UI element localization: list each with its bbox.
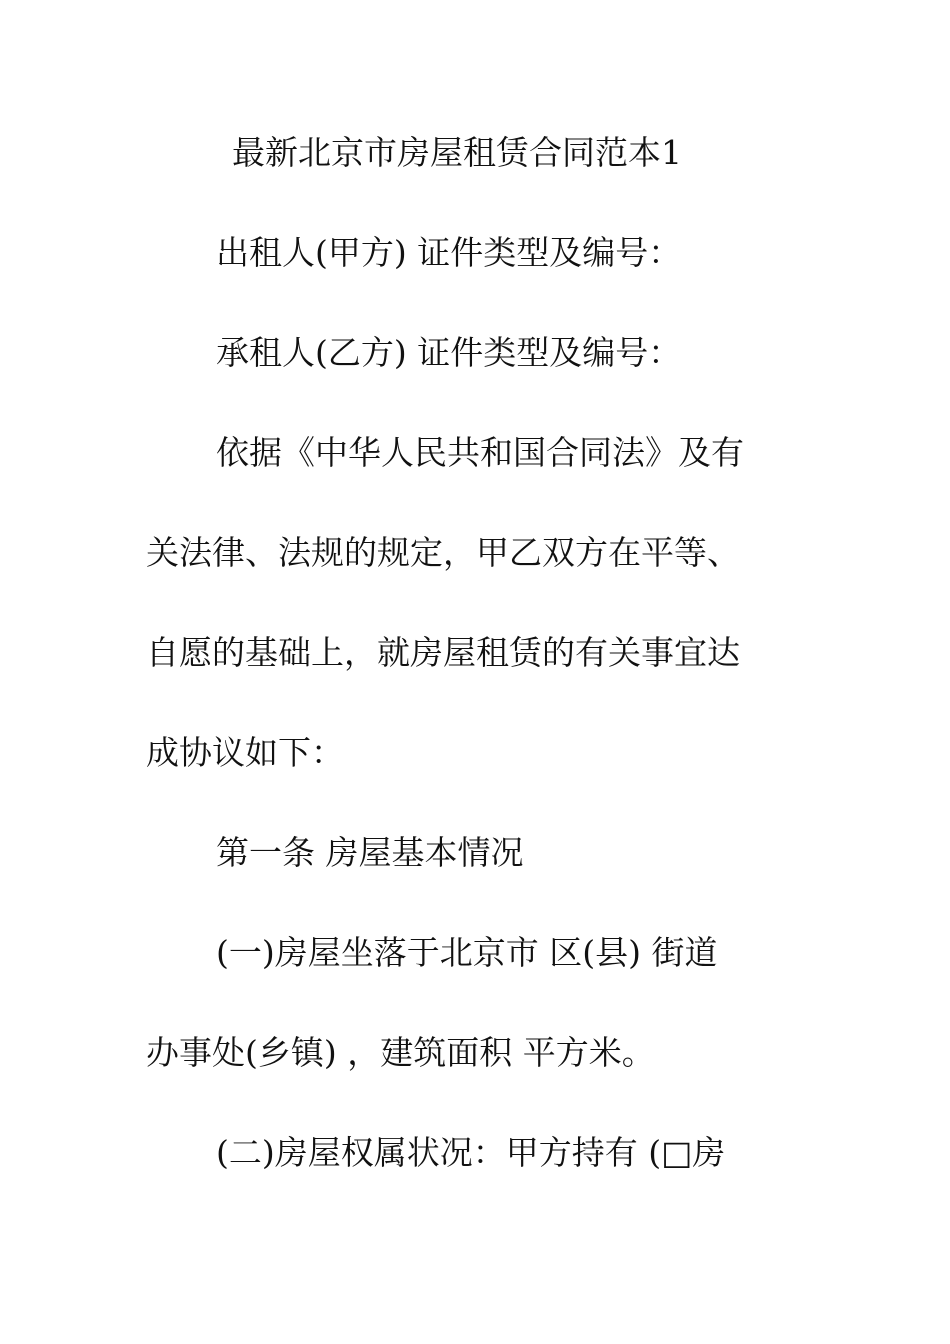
preamble-line-4: 成协议如下： (146, 733, 344, 772)
lessee-line: 承租人(乙方) 证件类型及编号： (216, 333, 682, 372)
lessor-line: 出租人(甲方) 证件类型及编号： (216, 233, 682, 272)
document-title: 最新北京市房屋租赁合同范本1 (232, 133, 682, 172)
clause-2-line-1: (二)房屋权属状况：甲方持有 (□房 (216, 1133, 726, 1172)
clause-1-line-1: (一)房屋坐落于北京市 区(县) 街道 (216, 933, 718, 972)
preamble-line-2: 关法律、法规的规定，甲乙双方在平等、 (146, 533, 740, 572)
preamble-line-1: 依据《中华人民共和国合同法》及有 (216, 433, 744, 472)
clause-1-line-2: 办事处(乡镇) ，建筑面积 平方米。 (146, 1033, 655, 1072)
preamble-line-3: 自愿的基础上，就房屋租赁的有关事宜达 (146, 633, 740, 672)
article-1-heading: 第一条 房屋基本情况 (216, 833, 524, 872)
